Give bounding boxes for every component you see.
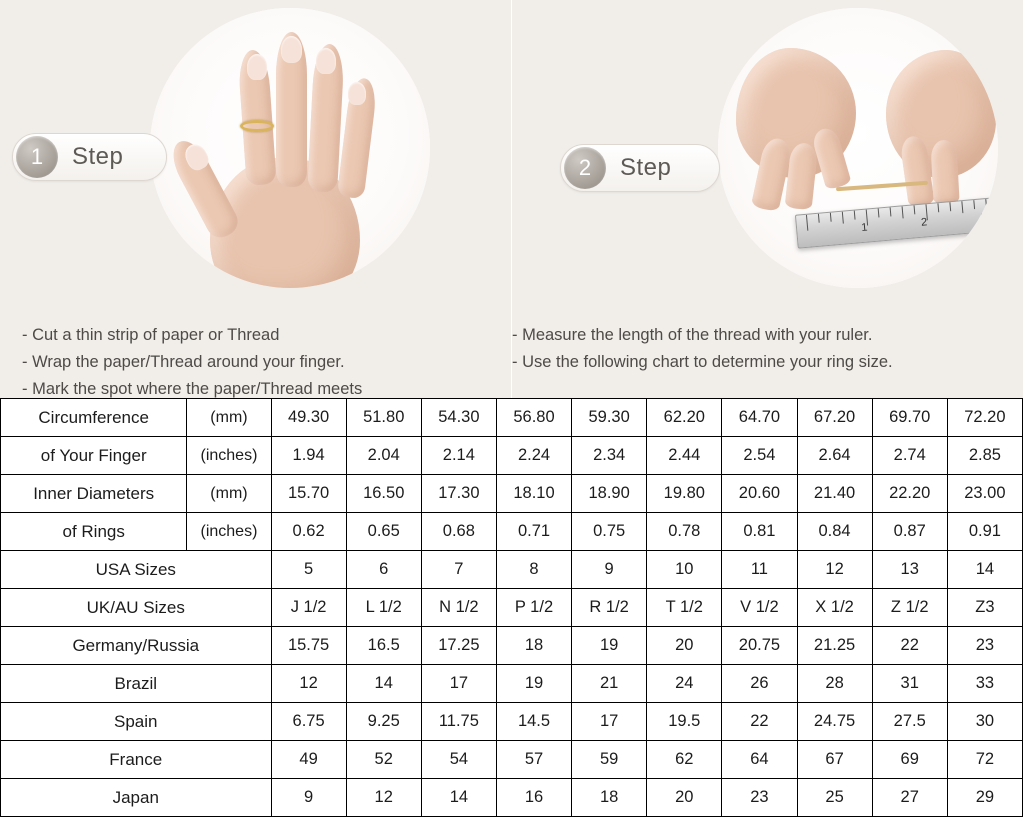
row-label: of Rings	[1, 513, 187, 551]
cell: 22	[722, 703, 797, 741]
hand-with-ring-photo	[150, 8, 430, 288]
row-label: Circumference	[1, 399, 187, 437]
cell: 28	[797, 665, 872, 703]
cell: 18	[572, 779, 647, 817]
cell: 26	[722, 665, 797, 703]
ring-size-table	[0, 398, 1023, 817]
step-1-instructions	[22, 322, 492, 398]
table-row	[1, 475, 1023, 513]
cell: 57	[496, 741, 571, 779]
row-label: Brazil	[1, 665, 272, 703]
ruler-tick	[914, 205, 916, 214]
step-2-instructions	[512, 322, 1012, 376]
row-unit: (mm)	[187, 475, 271, 513]
cell: 17	[572, 703, 647, 741]
cell: 15.75	[271, 627, 346, 665]
cell: V 1/2	[722, 589, 797, 627]
cell: 52	[346, 741, 421, 779]
cell: 2.24	[496, 437, 571, 475]
cell: 16.5	[346, 627, 421, 665]
cell: 0.71	[496, 513, 571, 551]
cell: 14	[421, 779, 496, 817]
ruler-tick	[949, 202, 951, 211]
cell: 23	[722, 779, 797, 817]
cell: 18.10	[496, 475, 571, 513]
cell: 12	[271, 665, 346, 703]
ruler-tick	[830, 213, 832, 222]
cell: 17	[421, 665, 496, 703]
step-label: Step	[620, 154, 672, 181]
table-row	[1, 513, 1023, 551]
cell: 9.25	[346, 703, 421, 741]
cell: 23	[947, 627, 1022, 665]
steps-area	[0, 0, 1023, 398]
cell: 14.5	[496, 703, 571, 741]
hand-measuring-thread-with-ruler-photo	[718, 8, 998, 288]
ruler-tick	[961, 201, 963, 213]
instruction-line: - Wrap the paper/Thread around your finger.	[22, 353, 345, 371]
row-unit: (inches)	[187, 513, 271, 551]
table-row	[1, 665, 1023, 703]
cell: 18	[496, 627, 571, 665]
cell: 25	[797, 779, 872, 817]
cell: 2.64	[797, 437, 872, 475]
cell: 14	[346, 665, 421, 703]
cell: 62.20	[647, 399, 722, 437]
cell: 17.30	[421, 475, 496, 513]
fingernail	[281, 36, 302, 63]
cell: 21.40	[797, 475, 872, 513]
ruler-number: 3	[980, 211, 988, 224]
ruler-tick	[890, 207, 892, 216]
cell: 5	[271, 551, 346, 589]
cell: 67	[797, 741, 872, 779]
cell: 6.75	[271, 703, 346, 741]
cell: 16.50	[346, 475, 421, 513]
row-label: Inner Diameters	[1, 475, 187, 513]
cell: 19.80	[647, 475, 722, 513]
ruler-number: 1	[860, 221, 868, 235]
cell: 9	[271, 779, 346, 817]
cell: 12	[346, 779, 421, 817]
cell: 1.94	[271, 437, 346, 475]
ruler-tick	[818, 214, 820, 223]
cell: 20	[647, 779, 722, 817]
cell: N 1/2	[421, 589, 496, 627]
cell: 0.84	[797, 513, 872, 551]
cell: 67.20	[797, 399, 872, 437]
cell: 18.90	[572, 475, 647, 513]
cell: Z 1/2	[872, 589, 947, 627]
cell: 59	[572, 741, 647, 779]
step-label: Step	[72, 143, 124, 170]
right-hand-finger	[930, 139, 959, 204]
cell: 72.20	[947, 399, 1022, 437]
table-row	[1, 551, 1023, 589]
instruction-line: - Measure the length of the thread with your ruler.	[512, 326, 873, 344]
cell: 0.91	[947, 513, 1022, 551]
cell: 51.80	[346, 399, 421, 437]
fingernail	[348, 82, 366, 105]
gold-ring	[240, 120, 274, 132]
cell: 0.78	[647, 513, 722, 551]
cell: T 1/2	[647, 589, 722, 627]
step-number: 1	[16, 136, 58, 178]
cell: 16	[496, 779, 571, 817]
cell: 7	[421, 551, 496, 589]
cell: 11.75	[421, 703, 496, 741]
cell: 20	[647, 627, 722, 665]
cell: 0.68	[421, 513, 496, 551]
fingernail	[247, 54, 267, 80]
cell: 12	[797, 551, 872, 589]
cell: 64.70	[722, 399, 797, 437]
table-row	[1, 779, 1023, 817]
cell: 21.25	[797, 627, 872, 665]
cell: 8	[496, 551, 571, 589]
cell: 2.54	[722, 437, 797, 475]
ruler-tick	[937, 203, 939, 212]
ruler-number: 2	[920, 216, 928, 229]
cell: 0.81	[722, 513, 797, 551]
cell: 2.85	[947, 437, 1022, 475]
cell: 19	[496, 665, 571, 703]
cell: 27	[872, 779, 947, 817]
cell: 23.00	[947, 475, 1022, 513]
cell: 20.60	[722, 475, 797, 513]
row-label: Germany/Russia	[1, 627, 272, 665]
row-label: Japan	[1, 779, 272, 817]
cell: X 1/2	[797, 589, 872, 627]
step-badge-1	[12, 133, 167, 181]
cell: 30	[947, 703, 1022, 741]
cell: 0.62	[271, 513, 346, 551]
cell: 69	[872, 741, 947, 779]
cell: 54	[421, 741, 496, 779]
fingernail	[316, 48, 336, 74]
row-label: USA Sizes	[1, 551, 272, 589]
table-row	[1, 741, 1023, 779]
step-panel-1	[0, 0, 511, 398]
cell: 9	[572, 551, 647, 589]
cell: 72	[947, 741, 1022, 779]
cell: 21	[572, 665, 647, 703]
ruler-tick	[854, 211, 856, 220]
cell: 56.80	[496, 399, 571, 437]
cell: 0.65	[346, 513, 421, 551]
cell: 54.30	[421, 399, 496, 437]
cell: R 1/2	[572, 589, 647, 627]
row-label: France	[1, 741, 272, 779]
row-label: UK/AU Sizes	[1, 589, 272, 627]
cell: 2.14	[421, 437, 496, 475]
cell: 19	[572, 627, 647, 665]
cell: 11	[722, 551, 797, 589]
row-label: of Your Finger	[1, 437, 187, 475]
cell: 22	[872, 627, 947, 665]
ruler-tick	[806, 215, 808, 231]
row-unit: (mm)	[187, 399, 271, 437]
row-label: Spain	[1, 703, 272, 741]
cell: L 1/2	[346, 589, 421, 627]
step-panel-2	[512, 0, 1023, 398]
step-badge-2	[560, 144, 720, 192]
cell: 2.44	[647, 437, 722, 475]
cell: 33	[947, 665, 1022, 703]
ruler-tick	[973, 200, 975, 209]
instruction-line: - Use the following chart to determine your ring size.	[512, 353, 893, 371]
cell: 6	[346, 551, 421, 589]
cell: 13	[872, 551, 947, 589]
cell: 10	[647, 551, 722, 589]
cell: 22.20	[872, 475, 947, 513]
row-unit: (inches)	[187, 437, 271, 475]
table-row	[1, 703, 1023, 741]
cell: 24.75	[797, 703, 872, 741]
cell: P 1/2	[496, 589, 571, 627]
ruler-tick	[878, 208, 880, 217]
cell: Z3	[947, 589, 1022, 627]
instruction-line: - Cut a thin strip of paper or Thread	[22, 326, 280, 344]
step-number: 2	[564, 147, 606, 189]
table-row	[1, 437, 1023, 475]
cell: 14	[947, 551, 1022, 589]
ruler-tick	[842, 212, 844, 224]
table-row	[1, 627, 1023, 665]
cell: 20.75	[722, 627, 797, 665]
cell: 31	[872, 665, 947, 703]
cell: J 1/2	[271, 589, 346, 627]
cell: 27.5	[872, 703, 947, 741]
ruler-tick	[902, 206, 904, 218]
cell: 29	[947, 779, 1022, 817]
instruction-line: - Mark the spot where the paper/Thread meets	[22, 380, 363, 398]
cell: 64	[722, 741, 797, 779]
cell: 19.5	[647, 703, 722, 741]
cell: 17.25	[421, 627, 496, 665]
cell: 24	[647, 665, 722, 703]
cell: 0.87	[872, 513, 947, 551]
cell: 2.74	[872, 437, 947, 475]
table-row	[1, 399, 1023, 437]
cell: 2.34	[572, 437, 647, 475]
cell: 2.04	[346, 437, 421, 475]
cell: 15.70	[271, 475, 346, 513]
cell: 69.70	[872, 399, 947, 437]
cell: 59.30	[572, 399, 647, 437]
cell: 0.75	[572, 513, 647, 551]
cell: 49.30	[271, 399, 346, 437]
cell: 49	[271, 741, 346, 779]
cell: 62	[647, 741, 722, 779]
table-row	[1, 589, 1023, 627]
